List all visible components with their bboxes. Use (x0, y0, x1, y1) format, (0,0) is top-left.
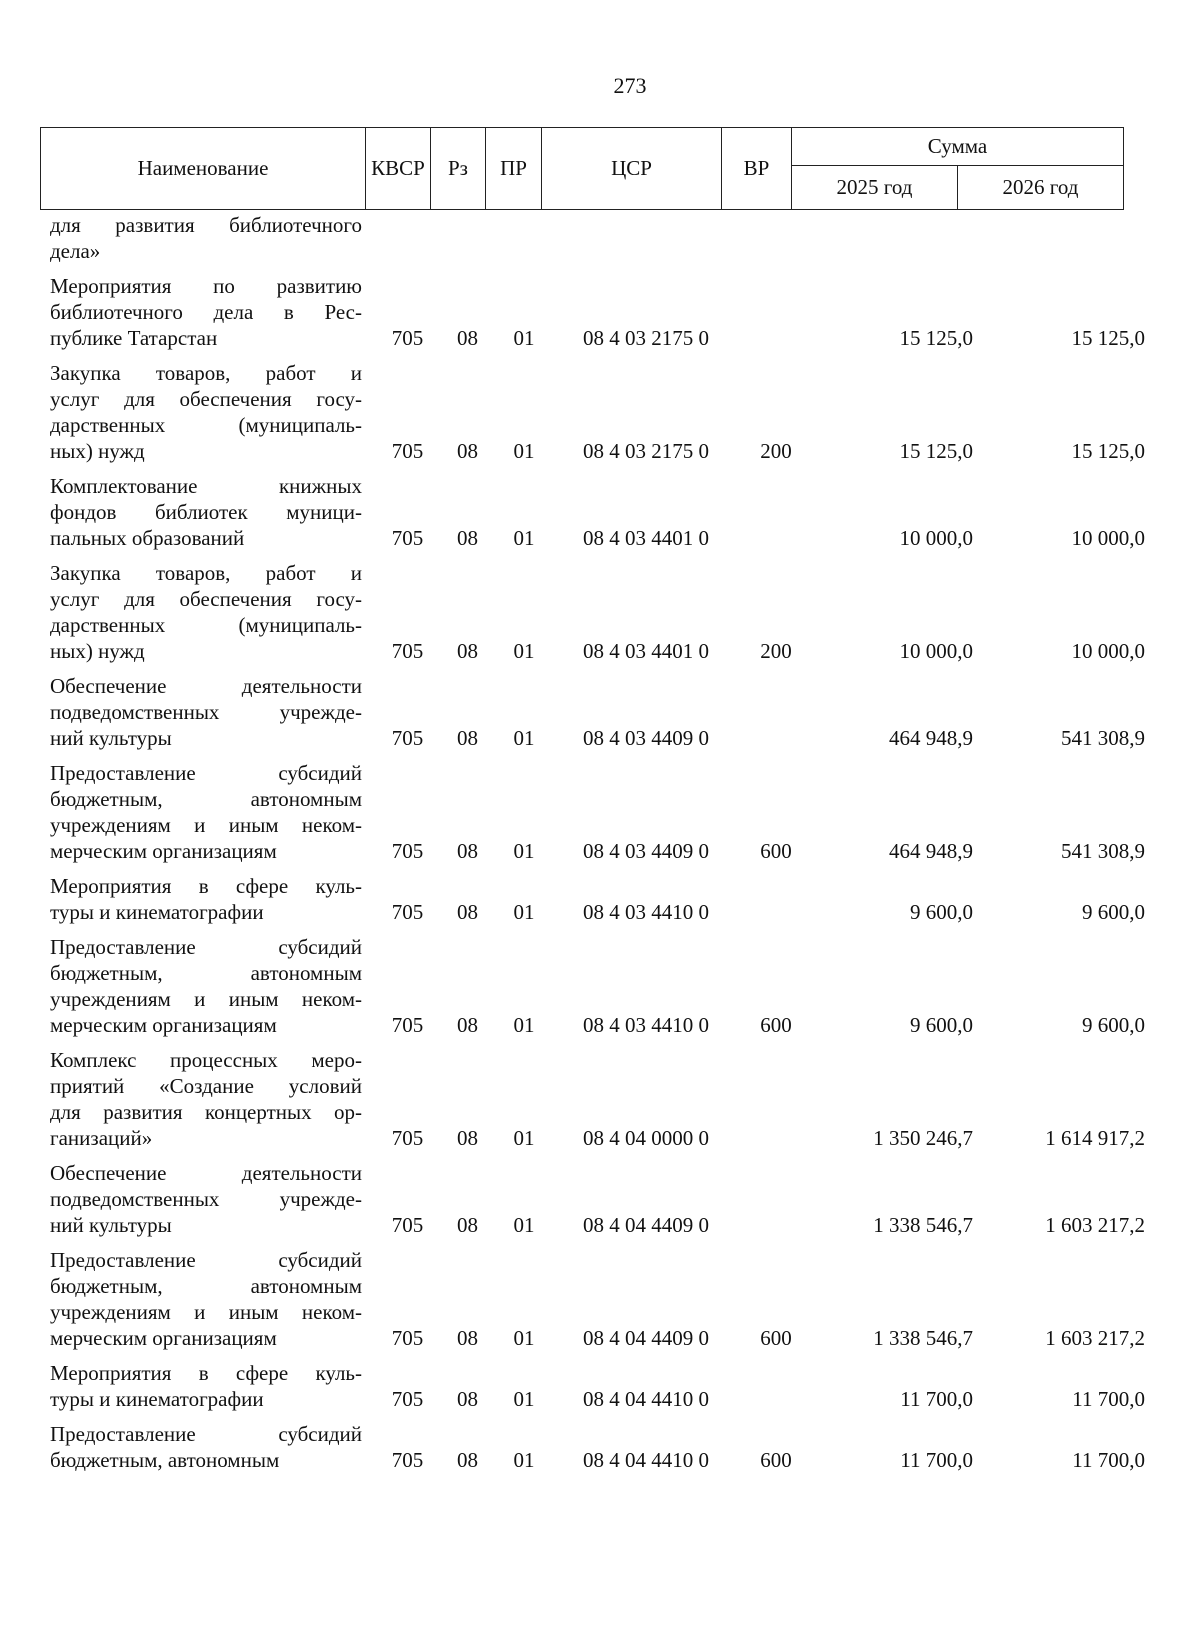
cell-pr: 01 (513, 900, 535, 924)
row-name-line: учреждениям и иным неком- (50, 1300, 362, 1324)
cell-kvsr: 705 (391, 1126, 424, 1150)
row-name-line: ний культуры (50, 726, 172, 750)
row-name-line: фондов библиотек муници- (50, 500, 362, 524)
cell-s2025: 10 000,0 (899, 639, 973, 663)
table-body (0, 212, 1200, 1482)
cell-csr: 08 4 03 4401 0 (583, 639, 709, 663)
cell-pr: 01 (513, 726, 535, 750)
row-name-line: Мероприятия в сфере куль- (50, 874, 362, 898)
table-row (0, 1047, 1200, 1160)
cell-pr: 01 (513, 439, 535, 463)
row-name-line: учреждениям и иным неком- (50, 987, 362, 1011)
row-name (50, 760, 362, 864)
row-name-line: туры и кинематографии (50, 900, 264, 924)
cell-s2026: 15 125,0 (1071, 439, 1145, 463)
cell-s2025: 1 338 546,7 (873, 1213, 973, 1237)
cell-kvsr: 705 (391, 639, 424, 663)
cell-rz: 08 (457, 639, 478, 663)
row-name-line: Предоставление субсидий (50, 1422, 362, 1446)
cell-s2025: 9 600,0 (910, 900, 973, 924)
page-number: 273 (613, 73, 647, 98)
cell-s2025: 464 948,9 (889, 839, 973, 863)
row-name (50, 1360, 362, 1412)
row-name-line: приятий «Создание условий (50, 1074, 362, 1098)
cell-s2026: 1 614 917,2 (1045, 1126, 1145, 1150)
row-name-line: подведомственных учрежде- (50, 1187, 362, 1211)
cell-csr: 08 4 03 4409 0 (583, 839, 709, 863)
cell-csr: 08 4 04 4410 0 (583, 1448, 709, 1472)
table-header (40, 127, 1124, 210)
cell-s2025: 15 125,0 (899, 439, 973, 463)
cell-pr: 01 (513, 639, 535, 663)
row-name (50, 273, 362, 351)
row-name (50, 212, 362, 264)
table-row (0, 1247, 1200, 1360)
row-name-line: мерческим организациям (50, 839, 277, 863)
table-row (0, 1421, 1200, 1482)
row-name-line: дела» (50, 239, 101, 263)
row-name-line: для развития концертных ор- (50, 1100, 362, 1124)
row-name-line: бюджетным, автономным (50, 961, 362, 985)
table-row (0, 560, 1200, 673)
cell-rz: 08 (457, 1213, 478, 1237)
row-name-line: дарственных (муниципаль- (50, 613, 362, 637)
cell-rz: 08 (457, 1326, 478, 1350)
cell-s2026: 9 600,0 (1082, 1013, 1145, 1037)
cell-pr: 01 (513, 326, 535, 350)
row-name (50, 934, 362, 1038)
row-name-line: услуг для обеспечения госу- (50, 387, 362, 411)
table-row (0, 760, 1200, 873)
row-name-line: Предоставление субсидий (50, 761, 362, 785)
table-row (0, 212, 1200, 273)
row-name (50, 873, 362, 925)
cell-csr: 08 4 03 4410 0 (583, 1013, 709, 1037)
cell-kvsr: 705 (391, 1213, 424, 1237)
cell-s2025: 11 700,0 (900, 1448, 973, 1472)
cell-s2026: 1 603 217,2 (1045, 1213, 1145, 1237)
cell-csr: 08 4 03 4409 0 (583, 726, 709, 750)
row-name-line: Комплектование книжных (50, 474, 362, 498)
cell-vr: 200 (760, 639, 792, 663)
table-row (0, 273, 1200, 360)
cell-kvsr: 705 (391, 1387, 424, 1411)
row-name-line: библиотечного дела в Рес- (50, 300, 362, 324)
table-row (0, 873, 1200, 934)
row-name-line: Закупка товаров, работ и (50, 561, 362, 585)
header-pr: ПР (486, 128, 542, 210)
cell-vr: 600 (760, 839, 792, 863)
row-name-line: мерческим организациям (50, 1326, 277, 1350)
cell-csr: 08 4 03 2175 0 (583, 439, 709, 463)
header-year-2025: 2025 год (792, 166, 958, 210)
cell-rz: 08 (457, 326, 478, 350)
row-name (50, 1421, 362, 1473)
cell-s2025: 11 700,0 (900, 1387, 973, 1411)
cell-vr: 200 (760, 439, 792, 463)
cell-s2025: 1 350 246,7 (873, 1126, 973, 1150)
header-kvsr: КВСР (366, 128, 431, 210)
row-name (50, 1247, 362, 1351)
row-name-line: Мероприятия в сфере куль- (50, 1361, 362, 1385)
table-row (0, 673, 1200, 760)
row-name-line: подведомственных учрежде- (50, 700, 362, 724)
cell-kvsr: 705 (391, 1326, 424, 1350)
cell-kvsr: 705 (391, 900, 424, 924)
cell-rz: 08 (457, 839, 478, 863)
cell-s2026: 541 308,9 (1061, 726, 1145, 750)
cell-kvsr: 705 (391, 1013, 424, 1037)
cell-pr: 01 (513, 526, 535, 550)
row-name-line: учреждениям и иным неком- (50, 813, 362, 837)
cell-s2026: 541 308,9 (1061, 839, 1145, 863)
row-name-line: публике Татарстан (50, 326, 218, 350)
cell-rz: 08 (457, 726, 478, 750)
header-name: Наименование (41, 128, 366, 210)
row-name-line: Мероприятия по развитию (50, 274, 362, 298)
row-name-line: Обеспечение деятельности (50, 674, 362, 698)
cell-vr: 600 (760, 1013, 792, 1037)
cell-kvsr: 705 (391, 526, 424, 550)
row-name-line: Обеспечение деятельности (50, 1161, 362, 1185)
cell-s2025: 9 600,0 (910, 1013, 973, 1037)
cell-pr: 01 (513, 1387, 535, 1411)
table-row (0, 473, 1200, 560)
cell-csr: 08 4 04 0000 0 (583, 1126, 709, 1150)
row-name-line: для развития библиотечного (50, 213, 362, 237)
cell-rz: 08 (457, 1387, 478, 1411)
header-vr: ВР (722, 128, 792, 210)
cell-csr: 08 4 04 4409 0 (583, 1326, 709, 1350)
row-name (50, 673, 362, 751)
cell-pr: 01 (513, 1126, 535, 1150)
cell-s2026: 10 000,0 (1071, 639, 1145, 663)
row-name-line: ний культуры (50, 1213, 172, 1237)
cell-s2025: 10 000,0 (899, 526, 973, 550)
row-name-line: бюджетным, автономным (50, 1448, 280, 1472)
row-name (50, 560, 362, 664)
row-name (50, 360, 362, 464)
row-name-line: ных) нужд (50, 439, 145, 463)
cell-kvsr: 705 (391, 1448, 424, 1472)
table-row (0, 934, 1200, 1047)
row-name-line: Предоставление субсидий (50, 935, 362, 959)
table-row (0, 1360, 1200, 1421)
cell-vr: 600 (760, 1448, 792, 1472)
row-name-line: услуг для обеспечения госу- (50, 587, 362, 611)
cell-rz: 08 (457, 1448, 478, 1472)
header-csr: ЦСР (542, 128, 722, 210)
cell-vr: 600 (760, 1326, 792, 1350)
row-name-line: бюджетным, автономным (50, 1274, 362, 1298)
cell-s2026: 11 700,0 (1072, 1448, 1145, 1472)
cell-csr: 08 4 04 4410 0 (583, 1387, 709, 1411)
cell-s2026: 15 125,0 (1071, 326, 1145, 350)
cell-s2026: 10 000,0 (1071, 526, 1145, 550)
cell-rz: 08 (457, 900, 478, 924)
cell-s2026: 11 700,0 (1072, 1387, 1145, 1411)
row-name (50, 473, 362, 551)
cell-pr: 01 (513, 1213, 535, 1237)
row-name-line: ганизаций» (50, 1126, 153, 1150)
row-name-line: бюджетным, автономным (50, 787, 362, 811)
cell-s2025: 15 125,0 (899, 326, 973, 350)
cell-pr: 01 (513, 1448, 535, 1472)
cell-s2026: 9 600,0 (1082, 900, 1145, 924)
table-row (0, 1160, 1200, 1247)
cell-rz: 08 (457, 1013, 478, 1037)
cell-pr: 01 (513, 839, 535, 863)
header-rz: Рз (431, 128, 486, 210)
cell-rz: 08 (457, 1126, 478, 1150)
header-sum: Сумма (792, 128, 1124, 166)
row-name-line: туры и кинематографии (50, 1387, 264, 1411)
row-name-line: ных) нужд (50, 639, 145, 663)
row-name-line: дарственных (муниципаль- (50, 413, 362, 437)
cell-pr: 01 (513, 1013, 535, 1037)
cell-csr: 08 4 03 4410 0 (583, 900, 709, 924)
cell-kvsr: 705 (391, 326, 424, 350)
cell-kvsr: 705 (391, 839, 424, 863)
row-name-line: пальных образований (50, 526, 245, 550)
cell-s2025: 1 338 546,7 (873, 1326, 973, 1350)
cell-pr: 01 (513, 1326, 535, 1350)
cell-csr: 08 4 04 4409 0 (583, 1213, 709, 1237)
row-name-line: Комплекс процессных меро- (50, 1048, 362, 1072)
cell-rz: 08 (457, 439, 478, 463)
table-row (0, 360, 1200, 473)
row-name-line: Закупка товаров, работ и (50, 361, 362, 385)
row-name (50, 1160, 362, 1238)
cell-rz: 08 (457, 526, 478, 550)
cell-kvsr: 705 (391, 439, 424, 463)
cell-csr: 08 4 03 2175 0 (583, 326, 709, 350)
cell-csr: 08 4 03 4401 0 (583, 526, 709, 550)
row-name-line: мерческим организациям (50, 1013, 277, 1037)
row-name-line: Предоставление субсидий (50, 1248, 362, 1272)
row-name (50, 1047, 362, 1151)
cell-s2025: 464 948,9 (889, 726, 973, 750)
cell-s2026: 1 603 217,2 (1045, 1326, 1145, 1350)
cell-kvsr: 705 (391, 726, 424, 750)
header-year-2026: 2026 год (958, 166, 1124, 210)
